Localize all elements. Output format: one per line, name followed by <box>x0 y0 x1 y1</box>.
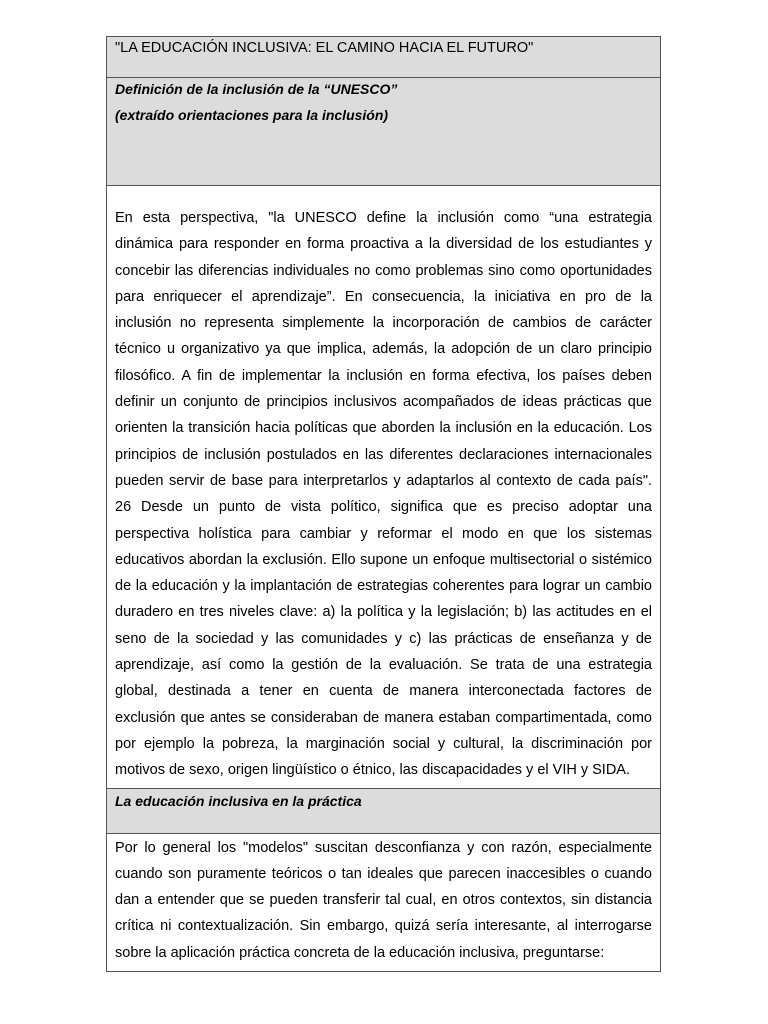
document-table <box>106 36 661 972</box>
paragraph-2-text: Por lo general los "modelos" suscitan desconfianza y con razón, especialmente cuando son puramente teóricos o tan ideales que parecen inaccesibles o cuando dan a entender que se pueden transferir tal cual, en otros contextos, sin distancia crítica ni contextualización. Sin embargo, quizá sería interesante, al interrogarse sobre la aplicación práctica concreta de la educación inclusiva, preguntarse: <box>115 839 652 961</box>
document-title: "LA EDUCACIÓN INCLUSIVA: EL CAMINO HACIA EL FUTURO" <box>107 37 660 78</box>
paragraph-practice <box>107 834 660 971</box>
paragraph-unesco-definition <box>107 186 660 789</box>
paragraph-1-text: En esta perspectiva, "la UNESCO define la inclusión como “una estrategia dinámica para responder en forma proactiva a la diversidad de los estudiantes y concebir las diferencias individuales no como problemas sino como oportunidades para enriquecer el aprendizaje”. En consecuencia, la iniciativa en pro de la inclusión no representa simplemente la incorporación de cambios de carácter técnico u organizativo ya que implica, además, la adopción de un claro principio filosófico. A fin de implementar la inclusión en forma efectiva, los países deben definir un conjunto de principios inclusivos acompañados de ideas prácticas que orienten la transición hacia políticas que aborden la inclusión en la educación. Los principios de inclusión postulados en las diferentes declaraciones internacionales pueden servir de base para interpretarlos y adaptarlos al contexto de cada país". 26 Desde un punto de vista político, significa que es preciso adoptar una perspectiva holística para cambiar y reformar el modo en que los sistemas educativos abordan la exclusión. Ello supone un enfoque multisectorial o sistémico de la educación y la implantación de estrategias coherentes para lograr un cambio duradero en tres niveles clave: a) la política y la legislación; b) las actitudes en el seno de la sociedad y las comunidades y c) las prácticas de enseñanza y de aprendizaje, así como la gestión de la evaluación. Se trata de una estrategia global, destinada a tener en cuenta de manera interconectada factores de exclusión que antes se consideraban de manera estaban compartimentada, como por ejemplo la pobreza, la marginación social y cultural, la discriminación por motivos de sexo, origen lingüístico o étnico, las discapacidades y el VIH y SIDA. <box>115 210 652 779</box>
section-heading-unesco <box>107 78 660 186</box>
heading-line-2: (extraído orientaciones para la inclusión) <box>115 107 389 123</box>
heading-line-1: Definición de la inclusión de la “UNESCO” <box>115 81 398 97</box>
section-heading-practice: La educación inclusiva en la práctica <box>107 789 660 834</box>
